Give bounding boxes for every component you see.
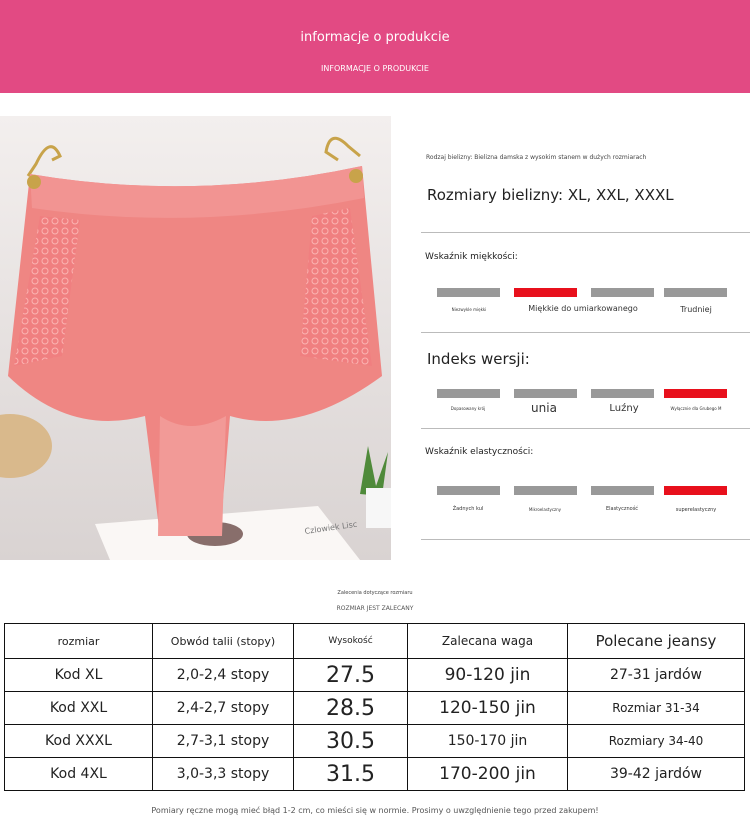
version-bar-4 [664,389,727,398]
divider [421,539,750,540]
softness-bar-4 [664,288,727,297]
measurement-note: Pomiary ręczne mogą mieć błąd 1-2 cm, co mieści się w normie. Prosimy o uwzględnienie tego przed zakupem! [151,806,599,815]
divider [421,332,750,333]
cell-size: Kod XXXL [5,725,153,758]
banner-title: informacje o produkcie [300,30,450,45]
cell-weight: 90-120 jin [408,659,568,692]
header-weight: Zalecana waga [408,624,568,659]
cell-height: 28.5 [294,692,408,725]
header-height: Wysokość [294,624,408,659]
paper-card-text: Czlowiek Lisc [304,519,358,536]
size-table [4,623,745,791]
header-size: rozmiar [5,624,153,659]
cell-weight: 120-150 jin [408,692,568,725]
divider [421,232,750,233]
cell-waist: 2,4-2,7 stopy [153,692,294,725]
version-label-4: Wyłącznie dla Grubego M [670,406,722,411]
elasticity-label-1: Żadnych kul [452,506,484,512]
elasticity-bar-3 [591,486,654,495]
elasticity-label-3: Elastyczność [605,506,639,512]
cell-height: 27.5 [294,659,408,692]
version-bar-3 [591,389,654,398]
cell-jeans: Rozmiar 31-34 [568,692,745,725]
softness-label-2: Miękkie do umiarkowanego [528,304,638,313]
elasticity-bar-4 [664,486,727,495]
cell-height: 31.5 [294,758,408,791]
cell-waist: 2,0-2,4 stopy [153,659,294,692]
banner-subtitle: INFORMACJE O PRODUKCIE [321,64,429,73]
cell-weight: 150-170 jin [408,725,568,758]
table-row [5,659,745,692]
softness-bar-2 [514,288,577,297]
softness-title: Wskaźnik miękkości: [425,252,518,262]
underwear-type: Rodzaj bielizny: Bielizna damska z wysokim stanem w dużych rozmiarach [426,154,647,161]
cell-size: Kod XL [5,659,153,692]
elasticity-label-2: Mikroelastyczny [528,507,562,512]
cell-jeans: 27-31 jardów [568,659,745,692]
cell-weight: 170-200 jin [408,758,568,791]
softness-bar-3 [591,288,654,297]
elasticity-bar-2 [514,486,577,495]
version-label-2: unia [531,401,557,415]
table-row [5,692,745,725]
header-jeans: Polecane jeansy [568,624,745,659]
table-header-row [5,624,745,659]
cell-size: Kod 4XL [5,758,153,791]
version-title: Indeks wersji: [427,350,530,368]
version-label-1: Dopasowany krój [450,406,486,411]
elasticity-title: Wskaźnik elastyczności: [425,447,534,457]
softness-bar-1 [437,288,500,297]
size-subcaption: ROZMIAR JEST ZALECANY [336,605,414,612]
size-caption: Zalecenia dotyczące rozmiaru [337,590,413,596]
divider [421,428,750,429]
cell-height: 30.5 [294,725,408,758]
softness-label-3: Trudniej [680,305,712,314]
header-waist: Obwód talii (stopy) [153,624,294,659]
cell-waist: 2,7-3,1 stopy [153,725,294,758]
cell-jeans: Rozmiary 34-40 [568,725,745,758]
version-label-3: Luźny [609,403,639,414]
cell-waist: 3,0-3,3 stopy [153,758,294,791]
cell-size: Kod XXL [5,692,153,725]
version-bar-2 [514,389,577,398]
underwear-sizes: Rozmiary bielizny: XL, XXL, XXXL [427,186,674,204]
elasticity-bar-1 [437,486,500,495]
table-row [5,725,745,758]
softness-label-1: Niezwykle miękki [451,307,487,312]
table-row [5,758,745,791]
elasticity-label-4: superelastyczny [675,507,717,513]
version-bar-1 [437,389,500,398]
cell-jeans: 39-42 jardów [568,758,745,791]
